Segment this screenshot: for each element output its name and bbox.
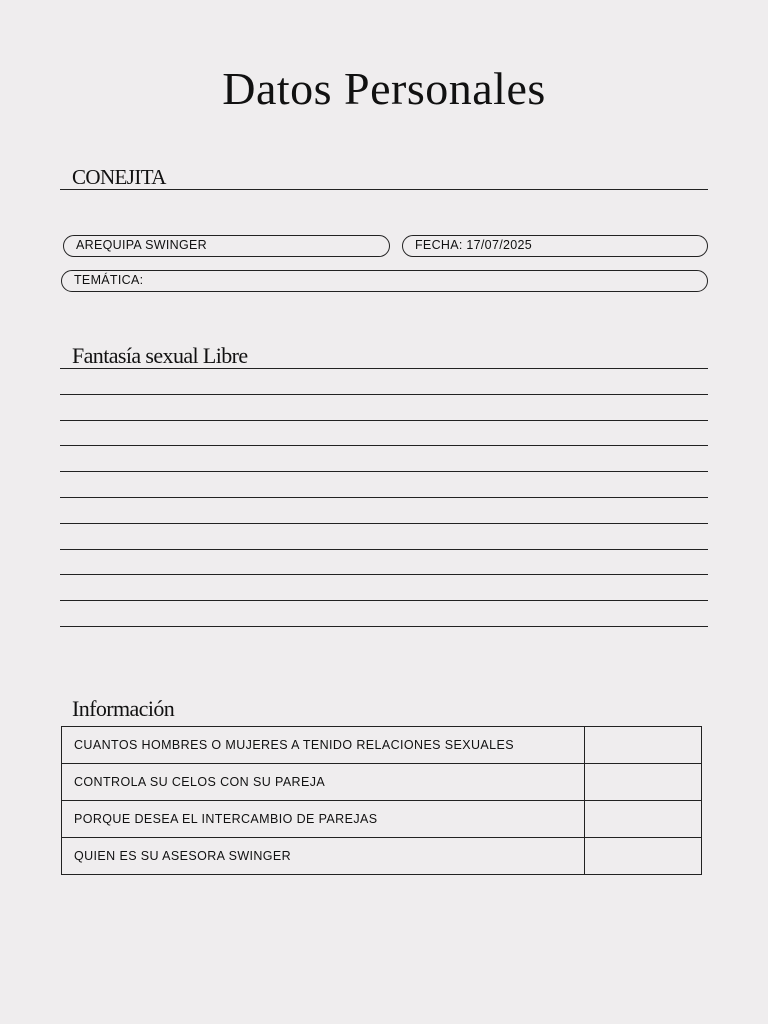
date-field[interactable]: FECHA: 17/07/2025 bbox=[402, 235, 708, 257]
answer-cell[interactable] bbox=[585, 801, 702, 838]
question-cell: CUANTOS HOMBRES O MUJERES A TENIDO RELACIONES SEXUALES bbox=[62, 727, 585, 764]
name-label: CONEJITA bbox=[72, 165, 166, 189]
writing-line[interactable] bbox=[60, 394, 708, 395]
writing-line[interactable] bbox=[60, 445, 708, 446]
name-line[interactable] bbox=[60, 189, 708, 190]
writing-line[interactable] bbox=[60, 549, 708, 550]
fantasy-heading: Fantasía sexual Libre bbox=[72, 343, 248, 368]
writing-line[interactable] bbox=[60, 420, 708, 421]
table-row bbox=[62, 727, 702, 764]
answer-cell[interactable] bbox=[585, 764, 702, 801]
table-row bbox=[62, 838, 702, 875]
writing-line[interactable] bbox=[60, 600, 708, 601]
writing-line[interactable] bbox=[60, 497, 708, 498]
answer-cell[interactable] bbox=[585, 838, 702, 875]
table-row bbox=[62, 764, 702, 801]
writing-line[interactable] bbox=[60, 574, 708, 575]
writing-line[interactable] bbox=[60, 523, 708, 524]
theme-field[interactable]: TEMÁTICA: bbox=[61, 270, 708, 292]
page-title: Datos Personales bbox=[222, 63, 546, 114]
question-cell: CONTROLA SU CELOS CON SU PAREJA bbox=[62, 764, 585, 801]
answer-cell[interactable] bbox=[585, 727, 702, 764]
info-table bbox=[61, 726, 702, 875]
question-cell: PORQUE DESEA EL INTERCAMBIO DE PAREJAS bbox=[62, 801, 585, 838]
writing-line[interactable] bbox=[60, 626, 708, 627]
writing-line[interactable] bbox=[60, 471, 708, 472]
table-row bbox=[62, 801, 702, 838]
location-field[interactable]: AREQUIPA SWINGER bbox=[63, 235, 390, 257]
writing-line[interactable] bbox=[60, 368, 708, 369]
info-heading: Información bbox=[72, 696, 175, 721]
question-cell: QUIEN ES SU ASESORA SWINGER bbox=[62, 838, 585, 875]
